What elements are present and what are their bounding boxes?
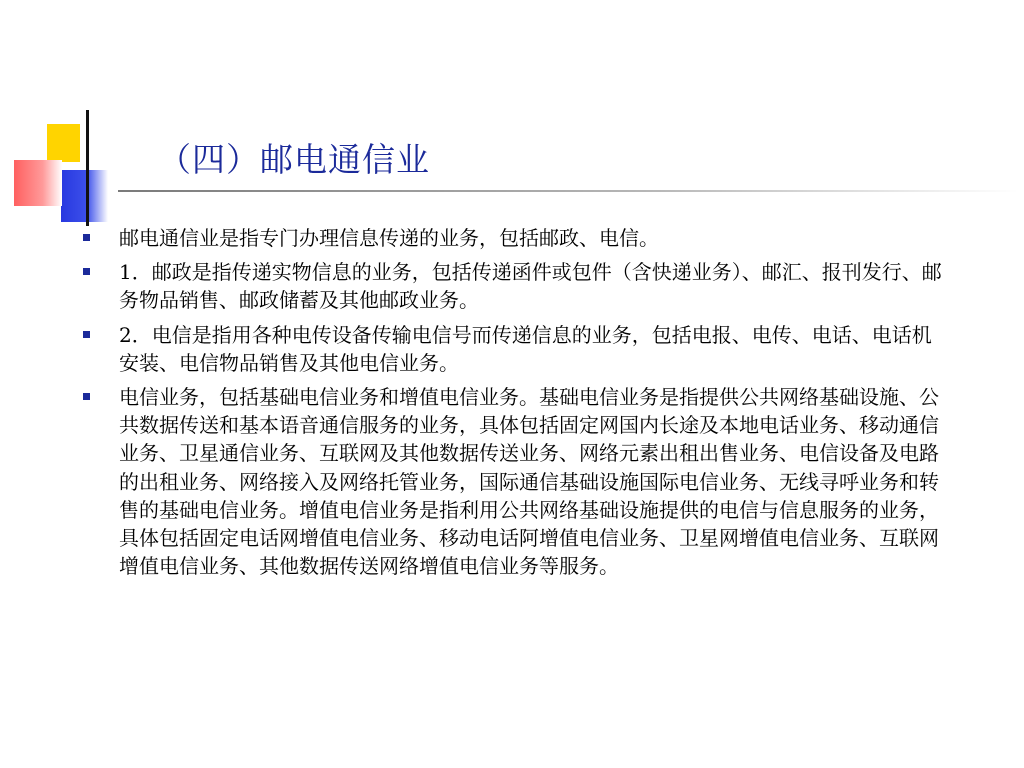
bullet-item [83,321,948,377]
bullet-item [83,258,948,314]
decor-vertical-line [86,110,89,226]
title-underline [118,190,1018,192]
decor-blue-square [61,170,108,222]
bullet-item [83,383,948,580]
square-bullet-icon [83,393,90,400]
bullet-text: 2．电信是指用各种电传设备传输电信号而传递信息的业务，包括电报、电传、电话、电话机安装、电信物品销售及其他电信业务。 [119,322,932,375]
decor-red-square [14,160,62,206]
square-bullet-icon [83,268,90,275]
bullet-text: 邮电通信业是指专门办理信息传递的业务，包括邮政、电信。 [119,226,659,250]
square-bullet-icon [83,234,90,241]
decor-yellow-square [47,124,80,162]
bullet-item [83,224,948,252]
slide-title: （四）邮电通信业 [158,140,430,179]
bullet-text: 1．邮政是指传递实物信息的业务，包括传递函件或包件（含快递业务）、邮汇、报刊发行、邮务物品销售、邮政储蓄及其他邮政业务。 [119,260,942,313]
bullet-text: 电信业务，包括基础电信业务和增值电信业务。基础电信业务是指提供公共网络基础设施、公共数据传送和基本语音通信服务的业务，具体包括固定网国内长途及本地电话业务、移动通信业务、卫星通信业务、互联网及其他数据传送业务、网络元素出租出售业务、电信设备及电路的出租业务、网络接入及网络托管业务，国际通信基础设施国际电信业务、无线寻呼业务和转售的基础电信业务。增值电信业务是指利用公共网络基础设施提供的电信与信息服务的业务，具体包括固定电话网增值电信业务、移动电话阿增值电信业务、卫星网增值电信业务、互联网增值电信业务、其他数据传送网络增值电信业务等服务。 [119,385,939,579]
square-bullet-icon [83,331,90,338]
bullet-list [83,224,948,586]
